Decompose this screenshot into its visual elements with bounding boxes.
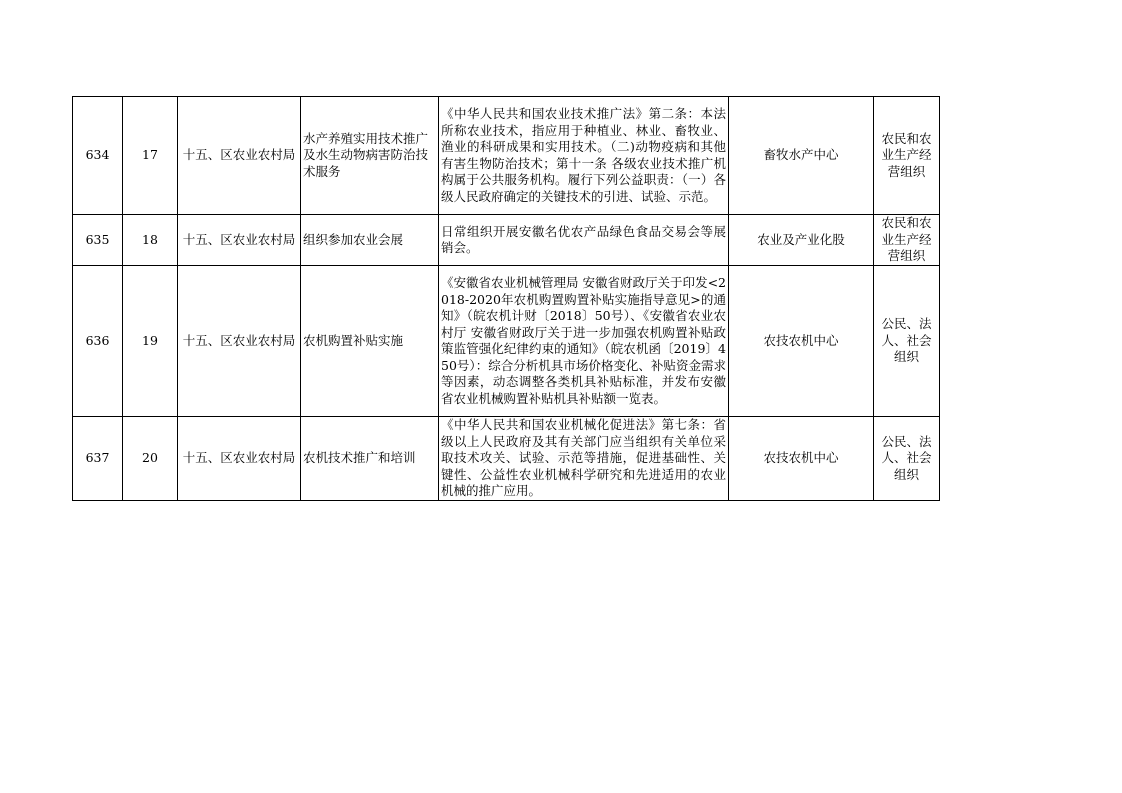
legal-basis-cell: 《中华人民共和国农业机械化促进法》第七条：省级以上人民政府及其有关部门应当组织有关单位采取技术攻关、试验、示范等措施，促进基础性、关键性、公益性农业机械科学研究和先进适用的农业机械的推广应用。 (439, 417, 729, 501)
sub-number-cell: 18 (123, 215, 178, 266)
responsible-unit-cell: 农业及产业化股 (729, 215, 874, 266)
serial-number-cell: 636 (73, 266, 123, 417)
department-cell: 十五、区农业农村局 (178, 97, 301, 215)
serial-number-cell: 634 (73, 97, 123, 215)
department-cell: 十五、区农业农村局 (178, 417, 301, 501)
serial-number-cell: 637 (73, 417, 123, 501)
service-target-cell: 公民、法人、社会组织 (874, 417, 940, 501)
service-item-cell: 组织参加农业会展 (301, 215, 439, 266)
responsible-unit-cell: 农技农机中心 (729, 266, 874, 417)
department-cell: 十五、区农业农村局 (178, 215, 301, 266)
sub-number-cell: 17 (123, 97, 178, 215)
table-row (73, 97, 940, 215)
sub-number-cell: 19 (123, 266, 178, 417)
department-cell: 十五、区农业农村局 (178, 266, 301, 417)
sub-number-cell: 20 (123, 417, 178, 501)
legal-basis-cell: 《中华人民共和国农业技术推广法》第二条：本法所称农业技术，指应用于种植业、林业、畜牧业、渔业的科研成果和实用技术。（二)动物疫病和其他有害生物防治技术；第十一条 各级农业技术推广机构属于公共服务机构。履行下列公益职责：（一）各级人民政府确定的关键技术的引进、试验、示范。 (439, 97, 729, 215)
legal-basis-cell: 日常组织开展安徽名优农产品绿色食品交易会等展销会。 (439, 215, 729, 266)
responsible-unit-cell: 畜牧水产中心 (729, 97, 874, 215)
legal-basis-cell: 《安徽省农业机械管理局 安徽省财政厅关于印发<2018-2020年农机购置购置补贴实施指导意见>的通知》（皖农机计财〔2018〕50号）、《安徽省农业农村厅 安徽省财政厅关于进一步加强农机购置补贴政策监管强化纪律约束的通知》（皖农机函〔2019〕450号）：综合分析机具市场价格变化、补贴资金需求等因素，动态调整各类机具补贴标准，并发布安徽省农业机械购置补贴机具补贴额一览表。 (439, 266, 729, 417)
service-target-cell: 公民、法人、社会组织 (874, 266, 940, 417)
serial-number-cell: 635 (73, 215, 123, 266)
responsible-unit-cell: 农技农机中心 (729, 417, 874, 501)
table-row (73, 266, 940, 417)
service-target-cell: 农民和农业生产经营组织 (874, 215, 940, 266)
table-row (73, 417, 940, 501)
service-item-cell: 水产养殖实用技术推广及水生动物病害防治技术服务 (301, 97, 439, 215)
service-item-cell: 农机购置补贴实施 (301, 266, 439, 417)
service-list-table (72, 96, 940, 501)
service-target-cell: 农民和农业生产经营组织 (874, 97, 940, 215)
table-row (73, 215, 940, 266)
service-item-cell: 农机技术推广和培训 (301, 417, 439, 501)
